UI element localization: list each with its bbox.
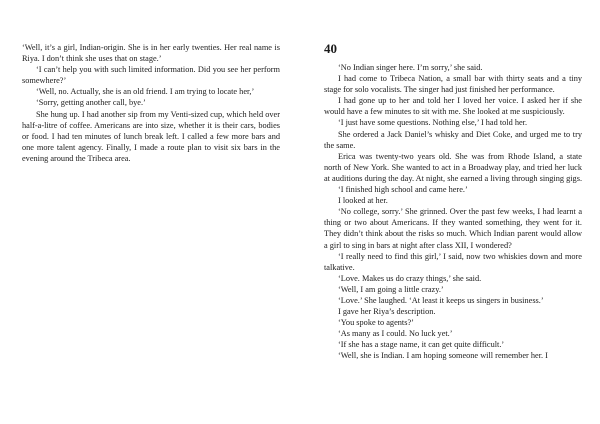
paragraph: ‘I can’t help you with such limited information. Did you see her perform somewhere?’ — [22, 65, 280, 86]
paragraph: ‘I finished high school and came here.’ — [338, 185, 468, 195]
paragraph: ‘No Indian singer here. I’m sorry,’ she said. — [338, 63, 483, 72]
paragraph: ‘No college, sorry.’ She grinned. Over the past few weeks, I had learnt a thing or two about Americans. If they wanted something, they went for it. They didn’t think about the risks so much. Which Indian parent would allow a girl to sing in bars at night after class XII, I wondered? — [324, 207, 582, 250]
paragraph: Erica was twenty-two years old. She was from Rhode Island, a state north of New York. She wanted to act in a Broadway play, and tried her luck at auditions during the day. At night, she earned a living through singing gigs. — [324, 151, 583, 183]
paragraph: ‘Love.’ She laughed. ‘At least it keeps us singers in business.’ — [338, 295, 544, 305]
paragraph: ‘If she has a stage name, it can get quite difficult.’ — [338, 340, 505, 350]
paragraph: ‘I just have some questions. Nothing else,’ I had told her. — [338, 118, 528, 128]
paragraph: I looked at her. — [338, 196, 388, 206]
paragraph: ‘I really need to find this girl,’ I said, now two whiskies down and more talkative. — [324, 251, 582, 272]
paragraph: ‘As many as I could. No luck yet.’ — [338, 329, 453, 339]
paragraph: ‘Sorry, getting another call, bye.’ — [36, 98, 146, 108]
paragraph: ‘Well, she is Indian. I am hoping someone will remember her. I — [338, 351, 548, 361]
chapter-number: 40 — [324, 41, 337, 56]
right-page-text — [324, 62, 582, 362]
paragraph: She ordered a Jack Daniel’s whisky and Diet Coke, and urged me to try the same. — [324, 129, 582, 150]
paragraph: I gave her Riya’s description. — [338, 307, 436, 317]
paragraph: ‘You spoke to agents?’ — [338, 318, 414, 328]
paragraph: ‘Love. Makes us do crazy things,’ she said. — [338, 273, 482, 283]
left-page — [22, 42, 280, 164]
right-page — [324, 42, 582, 362]
paragraph: She hung up. I had another sip from my Venti-sized cup, which held over half-a-litre of coffee. Americans are into size, whether it is their cars, bodies or food. I had ten minutes of lunch break left. I called a few more bars and one more talent agency. Finally, I made a route plan to visit six bars in the evening around the Tribeca area. — [22, 109, 280, 163]
paragraph: I had gone up to her and told her I loved her voice. I asked her if she would have a few minutes to sit with me. She looked at me suspiciously. — [324, 96, 582, 117]
paragraph: I had come to Tribeca Nation, a small bar with thirty seats and a tiny stage for solo vocalists. The singer had just finished her performance. — [324, 74, 582, 95]
paragraph: ‘Well, I am going a little crazy.’ — [338, 284, 444, 294]
paragraph: ‘Well, no. Actually, she is an old friend. I am trying to locate her,’ — [36, 87, 255, 97]
paragraph: ‘Well, it’s a girl, Indian-origin. She is in her early twenties. Her real name is Riya. I don’t think she uses that on stage.’ — [22, 43, 280, 64]
